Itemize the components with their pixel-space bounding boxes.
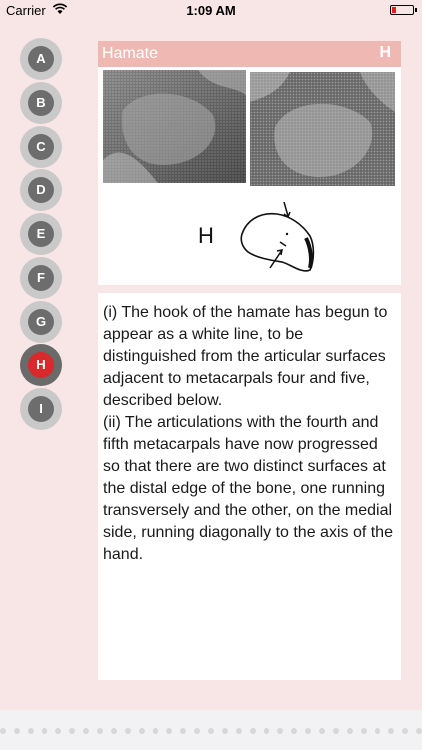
page-dot[interactable] [97, 728, 103, 734]
page-dot[interactable] [125, 728, 131, 734]
xray-image-left [103, 70, 246, 183]
description-card [98, 293, 401, 680]
page-indicator [0, 710, 422, 750]
status-bar [0, 0, 422, 22]
nav-button-c[interactable] [20, 126, 62, 168]
page-dot[interactable] [361, 728, 367, 734]
page-dot[interactable] [319, 728, 325, 734]
page-dot[interactable] [55, 728, 61, 734]
nav-label: C [28, 134, 54, 160]
page-dot[interactable] [305, 728, 311, 734]
page-dot[interactable] [194, 728, 200, 734]
xray-image-right [250, 72, 395, 186]
nav-button-e[interactable] [20, 213, 62, 255]
battery-icon [390, 5, 414, 15]
carrier-label: Carrier [6, 3, 46, 18]
page-dot[interactable] [139, 728, 145, 734]
page-dot[interactable] [28, 728, 34, 734]
nav-button-d[interactable] [20, 169, 62, 211]
nav-label: I [28, 396, 54, 422]
page-dot[interactable] [166, 728, 172, 734]
nav-button-g[interactable] [20, 301, 62, 343]
nav-button-h[interactable] [20, 344, 62, 386]
page-dot[interactable] [250, 728, 256, 734]
page-dot[interactable] [42, 728, 48, 734]
page-dot[interactable] [208, 728, 214, 734]
page-dots [0, 728, 422, 734]
nav-button-b[interactable] [20, 82, 62, 124]
nav-button-f[interactable] [20, 257, 62, 299]
image-card [98, 67, 401, 285]
page-dot[interactable] [180, 728, 186, 734]
page-dot[interactable] [69, 728, 75, 734]
page-dot[interactable] [333, 728, 339, 734]
description-text: (i) The hook of the hamate has begun to appear as a white line, to be distinguished from the articular surfaces adjacent to metacarpals four and five, described below. (ii) The articulations with the fourth and fifth metacarpals have now progressed so that there are two distinct surfaces at the distal edge of the bone, one running transversely and the other, on the medial side, running diagonally to the axis of the hand. [103, 304, 393, 563]
hamate-outline-icon [232, 202, 322, 282]
page-dot[interactable] [291, 728, 297, 734]
page-dot[interactable] [416, 728, 422, 734]
page-dot[interactable] [0, 728, 6, 734]
nav-label: G [28, 309, 54, 335]
nav-label: E [28, 221, 54, 247]
page-dot[interactable] [153, 728, 159, 734]
page-dot[interactable] [222, 728, 228, 734]
page-dot[interactable] [277, 728, 283, 734]
page-dot[interactable] [14, 728, 20, 734]
nav-label: D [28, 177, 54, 203]
hamate-sketch [194, 202, 324, 282]
page-dot[interactable] [388, 728, 394, 734]
nav-label: A [28, 46, 54, 72]
nav-label: H [28, 352, 54, 378]
page-dot[interactable] [375, 728, 381, 734]
bone-title: Hamate [102, 45, 159, 62]
nav-button-i[interactable] [20, 388, 62, 430]
nav-label: F [28, 265, 54, 291]
page-dot[interactable] [347, 728, 353, 734]
nav-label: B [28, 90, 54, 116]
nav-button-a[interactable] [20, 38, 62, 80]
page-dot[interactable] [111, 728, 117, 734]
bone-header [98, 41, 401, 67]
sketch-letter: H [198, 223, 214, 248]
page-dot[interactable] [236, 728, 242, 734]
stage-letter: H [379, 44, 391, 61]
page-dot[interactable] [264, 728, 270, 734]
clock: 1:09 AM [186, 3, 236, 18]
page-dot[interactable] [83, 728, 89, 734]
page-dot[interactable] [402, 728, 408, 734]
